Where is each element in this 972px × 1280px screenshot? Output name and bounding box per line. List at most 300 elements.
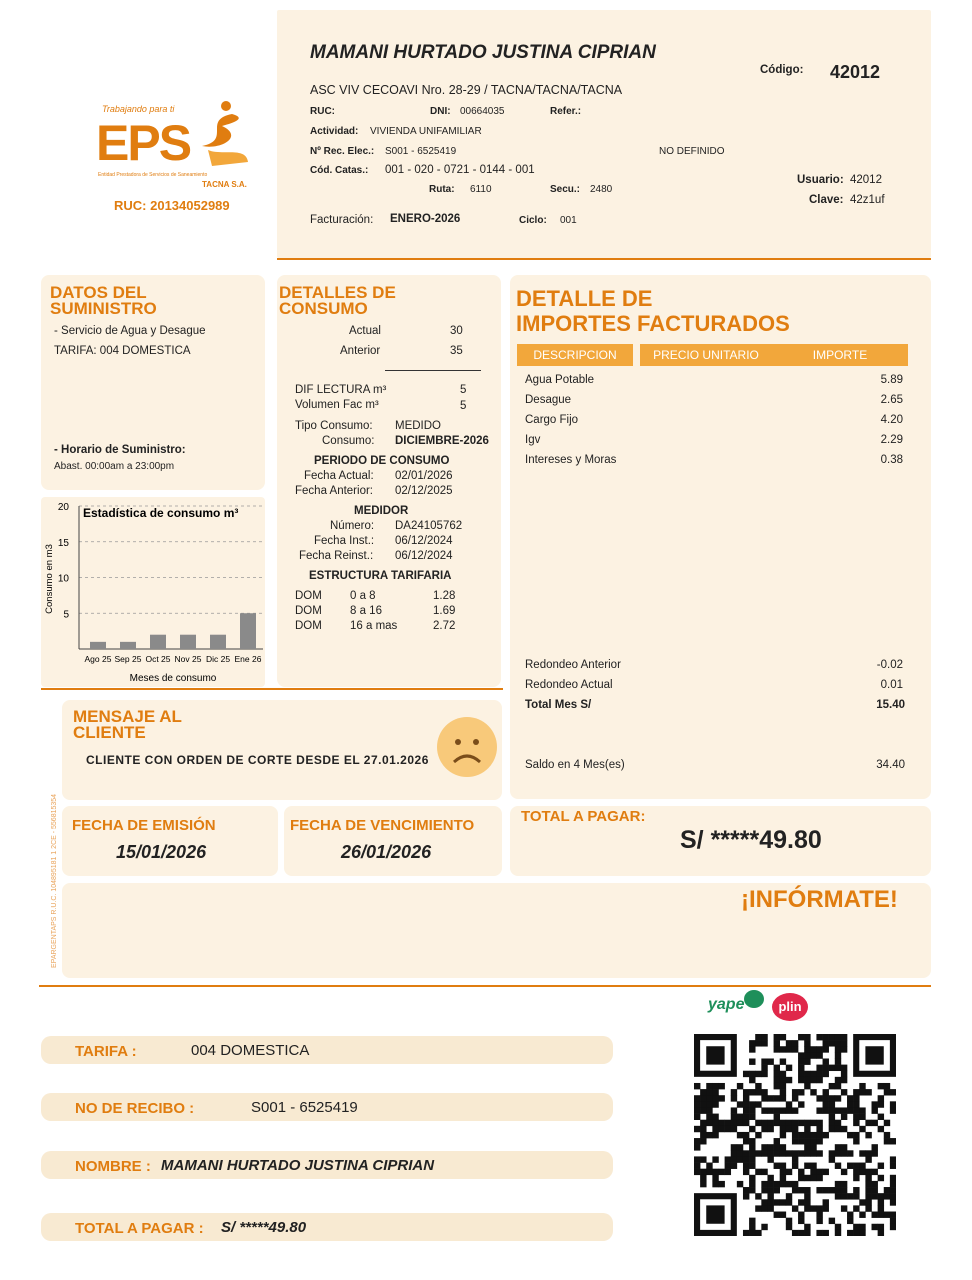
- qr-module: [767, 1199, 773, 1205]
- qr-module: [872, 1181, 878, 1187]
- qr-module: [743, 1095, 749, 1101]
- chart-y-tick: 10: [57, 573, 69, 585]
- qr-module: [798, 1052, 804, 1058]
- qr-module: [810, 1138, 816, 1144]
- qr-module: [749, 1107, 755, 1113]
- qr-module: [816, 1095, 822, 1101]
- qr-module: [878, 1193, 884, 1199]
- qr-module: [774, 1065, 780, 1071]
- qr-module: [829, 1126, 835, 1132]
- total-mes-value: 15.40: [876, 699, 905, 711]
- tarifa-cat: DOM: [295, 620, 322, 632]
- qr-module: [847, 1212, 853, 1218]
- qr-module: [872, 1193, 878, 1199]
- qr-module: [761, 1034, 767, 1040]
- qr-module: [835, 1052, 841, 1058]
- footer-nombre-value: MAMANI HURTADO JUSTINA CIPRIAN: [161, 1157, 435, 1174]
- dni-value: 00664035: [460, 106, 505, 117]
- qr-module: [761, 1187, 767, 1193]
- qr-module: [829, 1107, 835, 1113]
- qr-module: [841, 1034, 847, 1040]
- cons-value: DICIEMBRE-2026: [395, 435, 489, 447]
- qr-module: [700, 1120, 706, 1126]
- qr-module: [835, 1224, 841, 1230]
- qr-module: [786, 1181, 792, 1187]
- qr-module: [706, 1083, 712, 1089]
- qr-module: [743, 1101, 749, 1107]
- qr-module: [749, 1040, 755, 1046]
- item-value: 2.29: [880, 434, 903, 446]
- qr-module: [804, 1199, 810, 1205]
- qr-module: [731, 1120, 737, 1126]
- qr-module: [810, 1163, 816, 1169]
- qr-module: [749, 1230, 755, 1236]
- qr-module: [774, 1144, 780, 1150]
- qr-module: [743, 1156, 749, 1162]
- qr-module: [823, 1101, 829, 1107]
- qr-module: [798, 1034, 804, 1040]
- item-value: 4.20: [880, 414, 903, 426]
- actual-label: Actual: [349, 325, 381, 337]
- qr-module: [786, 1126, 792, 1132]
- qr-module: [841, 1144, 847, 1150]
- qr-module: [780, 1163, 786, 1169]
- qr-module: [755, 1193, 761, 1199]
- consumo-title-1: DETALLES DE: [279, 283, 396, 302]
- footer-total-label: TOTAL A PAGAR :: [75, 1220, 204, 1237]
- qr-module: [786, 1046, 792, 1052]
- qr-module: [774, 1199, 780, 1205]
- qr-module: [884, 1193, 890, 1199]
- qr-module: [786, 1199, 792, 1205]
- qr-module: [712, 1181, 718, 1187]
- footer-tarifa-label: TARIFA :: [75, 1043, 137, 1060]
- qr-module: [725, 1120, 731, 1126]
- qr-module: [804, 1071, 810, 1077]
- qr-module: [712, 1175, 718, 1181]
- qr-module: [774, 1040, 780, 1046]
- qr-module: [761, 1224, 767, 1230]
- qr-module: [890, 1163, 896, 1169]
- qr-module: [743, 1193, 749, 1199]
- qr-module: [890, 1212, 896, 1218]
- qr-module: [878, 1114, 884, 1120]
- chart-x-label: Meses de consumo: [129, 673, 217, 684]
- qr-module: [878, 1230, 884, 1236]
- qr-module: [798, 1071, 804, 1077]
- qr-module: [798, 1218, 804, 1224]
- actividad-value: VIVIENDA UNIFAMILIAR: [370, 126, 482, 137]
- qr-module: [731, 1095, 737, 1101]
- qr-module: [878, 1126, 884, 1132]
- qr-module: [835, 1040, 841, 1046]
- qr-module: [780, 1058, 786, 1064]
- clave-label: Clave:: [809, 194, 844, 206]
- qr-module: [755, 1150, 761, 1156]
- qr-module: [804, 1077, 810, 1083]
- qr-module: [718, 1181, 724, 1187]
- qr-module: [859, 1126, 865, 1132]
- redondeo-anterior-value: -0.02: [876, 659, 903, 671]
- qr-module: [767, 1205, 773, 1211]
- footer-nombre-label: NOMBRE :: [75, 1158, 151, 1175]
- qr-module: [755, 1120, 761, 1126]
- qr-module: [725, 1156, 731, 1162]
- qr-module: [872, 1169, 878, 1175]
- codigo-value: 42012: [830, 62, 881, 82]
- qr-module: [804, 1163, 810, 1169]
- numero-label: Número:: [330, 520, 375, 532]
- qr-module: [780, 1175, 786, 1181]
- qr-module: [835, 1077, 841, 1083]
- qr-module: [749, 1089, 755, 1095]
- qr-module: [774, 1138, 780, 1144]
- qr-module: [841, 1169, 847, 1175]
- qr-module: [767, 1187, 773, 1193]
- qr-module: [823, 1034, 829, 1040]
- yape-logo: yape: [708, 996, 745, 1013]
- estructura-title: ESTRUCTURA TARIFARIA: [309, 570, 452, 582]
- qr-module: [859, 1114, 865, 1120]
- fecha-anterior-value: 02/12/2025: [395, 485, 453, 497]
- qr-module: [804, 1058, 810, 1064]
- qr-module: [774, 1114, 780, 1120]
- qr-module: [847, 1095, 853, 1101]
- qr-module: [859, 1089, 865, 1095]
- qr-module: [853, 1120, 859, 1126]
- qr-module: [829, 1095, 835, 1101]
- qr-module: [731, 1150, 737, 1156]
- qr-module: [823, 1046, 829, 1052]
- importes-title-1: DETALLE DE: [516, 286, 653, 311]
- usuario-label: Usuario:: [797, 174, 844, 186]
- qr-module: [865, 1169, 871, 1175]
- qr-module: [737, 1156, 743, 1162]
- qr-module: [841, 1065, 847, 1071]
- qr-module: [761, 1071, 767, 1077]
- plin-logo: plin: [772, 993, 808, 1021]
- finst-label: Fecha Inst.:: [314, 535, 375, 547]
- qr-module: [798, 1101, 804, 1107]
- tarifa-cat: DOM: [295, 605, 322, 617]
- qr-module: [743, 1230, 749, 1236]
- qr-module: [816, 1150, 822, 1156]
- vol-value: 5: [460, 400, 467, 412]
- refer-label: Refer.:: [550, 106, 582, 117]
- qr-module: [786, 1193, 792, 1199]
- qr-module: [810, 1150, 816, 1156]
- informate-title: ¡INFÓRMATE!: [741, 886, 898, 913]
- qr-module: [804, 1175, 810, 1181]
- fecha-anterior-label: Fecha Anterior:: [295, 485, 373, 497]
- col-importe: IMPORTE: [772, 344, 908, 366]
- qr-module: [810, 1169, 816, 1175]
- qr-module: [718, 1126, 724, 1132]
- item-row: [525, 414, 903, 426]
- qr-module: [786, 1169, 792, 1175]
- qr-module: [786, 1120, 792, 1126]
- qr-module: [884, 1120, 890, 1126]
- qr-module: [835, 1107, 841, 1113]
- fecha-actual-label: Fecha Actual:: [304, 470, 374, 482]
- qr-module: [798, 1175, 804, 1181]
- qr-module: [718, 1169, 724, 1175]
- qr-module: [810, 1077, 816, 1083]
- vencimiento-value: 26/01/2026: [341, 842, 432, 862]
- qr-module: [749, 1071, 755, 1077]
- qr-module: [755, 1089, 761, 1095]
- tipo-value: MEDIDO: [395, 420, 441, 432]
- qr-module: [865, 1046, 883, 1064]
- qr-module: [786, 1107, 792, 1113]
- qr-module: [823, 1205, 829, 1211]
- chart-x-tick: Dic 25: [205, 654, 231, 664]
- secu-value: 2480: [590, 184, 613, 195]
- qr-module: [829, 1114, 835, 1120]
- qr-module: [810, 1046, 816, 1052]
- qr-module: [859, 1212, 865, 1218]
- qr-module: [798, 1169, 804, 1175]
- qr-module: [829, 1120, 835, 1126]
- qr-module: [761, 1150, 767, 1156]
- qr-module: [786, 1040, 792, 1046]
- qr-module: [749, 1163, 755, 1169]
- qr-module: [731, 1126, 737, 1132]
- chart-bar: [120, 642, 136, 649]
- horario-value: Abast. 00:00am a 23:00pm: [54, 461, 175, 472]
- finst-value: 06/12/2024: [395, 535, 453, 547]
- tarifa-price: 1.28: [433, 590, 456, 602]
- qr-module: [700, 1156, 706, 1162]
- qr-module: [865, 1175, 871, 1181]
- qr-module: [841, 1040, 847, 1046]
- anterior-value: 35: [450, 345, 463, 357]
- actividad-label: Actividad:: [310, 126, 359, 137]
- chart-x-tick: Oct 25: [145, 654, 171, 664]
- qr-module: [859, 1107, 865, 1113]
- qr-module: [810, 1071, 816, 1077]
- qr-module: [816, 1230, 822, 1236]
- qr-module: [847, 1101, 853, 1107]
- item-row: [525, 454, 903, 466]
- qr-module: [798, 1058, 804, 1064]
- qr-module: [798, 1199, 804, 1205]
- qr-module: [804, 1132, 810, 1138]
- qr-module: [859, 1163, 865, 1169]
- qr-module: [755, 1169, 761, 1175]
- chart-title: Estadística de consumo m³: [83, 506, 239, 520]
- qr-module: [865, 1205, 871, 1211]
- qr-module: [847, 1132, 853, 1138]
- redondeo-actual-label: Redondeo Actual: [525, 679, 613, 691]
- qr-module: [853, 1138, 859, 1144]
- qr-module: [755, 1083, 761, 1089]
- emision-value: 15/01/2026: [116, 842, 207, 862]
- qr-module: [816, 1218, 822, 1224]
- qr-module: [694, 1114, 700, 1120]
- qr-module: [792, 1040, 798, 1046]
- qr-module: [872, 1212, 878, 1218]
- qr-module: [853, 1114, 859, 1120]
- qr-module: [823, 1065, 829, 1071]
- qr-module: [823, 1230, 829, 1236]
- qr-module: [743, 1114, 749, 1120]
- qr-module: [841, 1077, 847, 1083]
- logo-subtitle: Entidad Prestadora de Servicios de Saneamiento: [98, 172, 208, 178]
- mensaje-text: CLIENTE CON ORDEN DE CORTE DESDE EL 27.01.2026: [86, 753, 429, 767]
- qr-module: [810, 1132, 816, 1138]
- qr-module: [780, 1046, 786, 1052]
- qr-module: [731, 1163, 737, 1169]
- qr-module: [712, 1114, 718, 1120]
- qr-module: [829, 1083, 835, 1089]
- qr-module: [853, 1132, 859, 1138]
- logo-tagline: Trabajando para ti: [102, 104, 175, 114]
- qr-module: [780, 1083, 786, 1089]
- qr-module: [884, 1187, 890, 1193]
- qr-module: [890, 1199, 896, 1205]
- qr-module: [853, 1193, 859, 1199]
- qr-module: [774, 1071, 780, 1077]
- qr-module: [890, 1107, 896, 1113]
- qr-module: [823, 1040, 829, 1046]
- qr-module: [712, 1095, 718, 1101]
- qr-module: [792, 1095, 798, 1101]
- chart-bar: [150, 635, 166, 649]
- qr-module: [731, 1107, 737, 1113]
- facturacion-value: ENERO-2026: [390, 213, 461, 225]
- logo-text: EPS: [96, 115, 191, 171]
- qr-module: [890, 1156, 896, 1162]
- qr-module: [878, 1175, 884, 1181]
- tarifa-range: 16 a mas: [350, 620, 398, 632]
- qr-module: [853, 1169, 859, 1175]
- qr-module: [792, 1187, 798, 1193]
- qr-module: [694, 1144, 700, 1150]
- logo-city: TACNA S.A.: [202, 180, 247, 189]
- qr-module: [798, 1230, 804, 1236]
- qr-module: [761, 1199, 767, 1205]
- qr-module: [847, 1218, 853, 1224]
- qr-module: [847, 1163, 853, 1169]
- qr-module: [878, 1095, 884, 1101]
- qr-module: [823, 1107, 829, 1113]
- qr-module: [749, 1144, 755, 1150]
- qr-module: [749, 1150, 755, 1156]
- qr-module: [774, 1150, 780, 1156]
- horario-label: - Horario de Suministro:: [54, 444, 186, 456]
- qr-module: [847, 1107, 853, 1113]
- qr-module: [792, 1181, 798, 1187]
- qr-module: [890, 1181, 896, 1187]
- qr-module: [749, 1126, 755, 1132]
- qr-module: [884, 1089, 890, 1095]
- qr-module: [859, 1169, 865, 1175]
- yape-badge-icon: [744, 990, 764, 1008]
- qr-module: [865, 1150, 871, 1156]
- qr-module: [847, 1150, 853, 1156]
- client-name: MAMANI HURTADO JUSTINA CIPRIAN: [310, 42, 656, 63]
- redondeo-actual-row: [525, 679, 903, 691]
- qr-module: [816, 1212, 822, 1218]
- qr-module: [890, 1218, 896, 1224]
- qr-module: [823, 1132, 829, 1138]
- chart-bar: [90, 642, 106, 649]
- qr-module: [884, 1132, 890, 1138]
- rec-label: Nº Rec. Elec.:: [310, 146, 375, 157]
- qr-module: [859, 1150, 865, 1156]
- qr-module: [737, 1114, 743, 1120]
- qr-module: [780, 1132, 786, 1138]
- chart-x-tick: Sep 25: [114, 654, 142, 664]
- qr-module: [749, 1187, 755, 1193]
- qr-module: [712, 1132, 718, 1138]
- qr-module: [749, 1058, 755, 1064]
- qr-module: [884, 1083, 890, 1089]
- periodo-title: PERIODO DE CONSUMO: [314, 455, 450, 467]
- service-text: - Servicio de Agua y Desague: [54, 325, 206, 337]
- qr-module: [816, 1126, 822, 1132]
- qr-module: [816, 1065, 822, 1071]
- qr-module: [804, 1193, 810, 1199]
- qr-module: [804, 1187, 810, 1193]
- qr-module: [731, 1144, 737, 1150]
- qr-module: [749, 1181, 755, 1187]
- qr-module: [706, 1114, 712, 1120]
- qr-module: [841, 1193, 847, 1199]
- qr-module: [804, 1150, 810, 1156]
- qr-module: [804, 1083, 810, 1089]
- qr-module: [841, 1071, 847, 1077]
- qr-module: [890, 1101, 896, 1107]
- saldo-row: [525, 759, 905, 771]
- qr-module: [865, 1132, 871, 1138]
- qr-module: [743, 1150, 749, 1156]
- qr-module: [865, 1199, 871, 1205]
- chart-x-tick: Ago 25: [84, 654, 112, 664]
- qr-module: [694, 1083, 700, 1089]
- chart-y-tick: 20: [57, 502, 69, 513]
- qr-module: [700, 1101, 706, 1107]
- qr-module: [755, 1040, 761, 1046]
- qr-module: [786, 1101, 792, 1107]
- logo-wave-icon: [192, 100, 252, 170]
- qr-module: [872, 1224, 878, 1230]
- qr-module: [761, 1040, 767, 1046]
- qr-module: [700, 1181, 706, 1187]
- qr-module: [761, 1058, 767, 1064]
- qr-module: [780, 1169, 786, 1175]
- qr-module: [792, 1163, 798, 1169]
- qr-module: [749, 1046, 755, 1052]
- qr-module: [694, 1138, 700, 1144]
- chart-y-tick: 5: [63, 609, 69, 621]
- chart-x-tick: Nov 25: [174, 654, 202, 664]
- qr-module: [761, 1089, 767, 1095]
- qr-module: [884, 1212, 890, 1218]
- qr-module: [835, 1126, 841, 1132]
- qr-module: [792, 1120, 798, 1126]
- qr-module: [694, 1163, 700, 1169]
- qr-module: [749, 1114, 755, 1120]
- qr-module: [743, 1089, 749, 1095]
- qr-module: [767, 1193, 773, 1199]
- qr-module: [798, 1065, 804, 1071]
- qr-module: [804, 1040, 810, 1046]
- actual-value: 30: [450, 325, 463, 337]
- qr-module: [804, 1138, 810, 1144]
- qr-module: [847, 1193, 853, 1199]
